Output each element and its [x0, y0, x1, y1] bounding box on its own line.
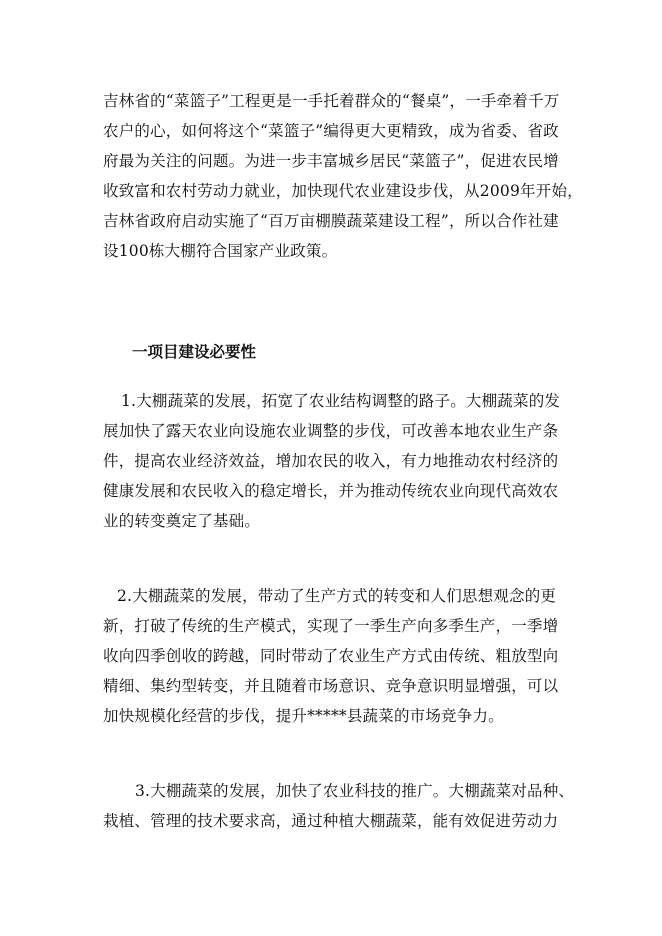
text-line: 收致富和农村劳动力就业，加快现代农业建设步伐，从2009年开始， [103, 182, 583, 200]
section-heading: 一项目建设必要性 [132, 342, 257, 361]
text-line: 吉林省政府启动实施了“百万亩棚膜蔬菜建设工程”，所以合作社建 [103, 212, 559, 230]
text-line: 吉林省的“菜篮子”工程更是一手托着群众的“餐桌”，一手牵着千万 [103, 92, 560, 110]
point-2-paragraph [103, 581, 559, 731]
text-line: 设100栋大棚符合国家产业政策。 [103, 242, 338, 260]
point-3-paragraph [103, 776, 575, 836]
text-line: 2.大棚蔬菜的发展，带动了生产方式的转变和人们思想观念的更 [117, 587, 557, 605]
text-line: 收向四季创收的跨越，同时带动了农业生产方式由传统、粗放型向 [103, 647, 559, 665]
text-line: 精细、集约型转变，并且随着市场意识、竞争意识明显增强，可以 [103, 677, 559, 695]
intro-paragraph [103, 86, 583, 266]
text-line: 件，提高农业经济效益，增加农民的收入，有力地推动农村经济的 [103, 452, 559, 470]
text-line: 府最为关注的问题。为进一步丰富城乡居民“菜篮子”，促进农民增 [103, 152, 559, 170]
text-line: 栽植、管理的技术要求高，通过种植大棚蔬菜，能有效促进劳动力 [103, 812, 559, 830]
text-line: 3.大棚蔬菜的发展，加快了农业科技的推广。大棚蔬菜对品种、 [135, 782, 575, 800]
text-line: 业的转变奠定了基础。 [103, 512, 261, 530]
text-line: 展加快了露天农业向设施农业调整的步伐，可改善本地农业生产条 [103, 422, 559, 440]
point-1-paragraph [103, 386, 561, 536]
text-line: 农户的心，如何将这个“菜篮子”编得更大更精致，成为省委、省政 [103, 122, 559, 140]
text-line: 1.大棚蔬菜的发展，拓宽了农业结构调整的路子。大棚蔬菜的发 [121, 392, 561, 410]
text-line: 新，打破了传统的生产模式，实现了一季生产向多季生产，一季增 [103, 617, 559, 635]
text-line: 健康发展和农民收入的稳定增长，并为推动传统农业向现代高效农 [103, 482, 559, 500]
text-line: 加快规模化经营的步伐，提升*****县蔬菜的市场竞争力。 [103, 707, 504, 725]
